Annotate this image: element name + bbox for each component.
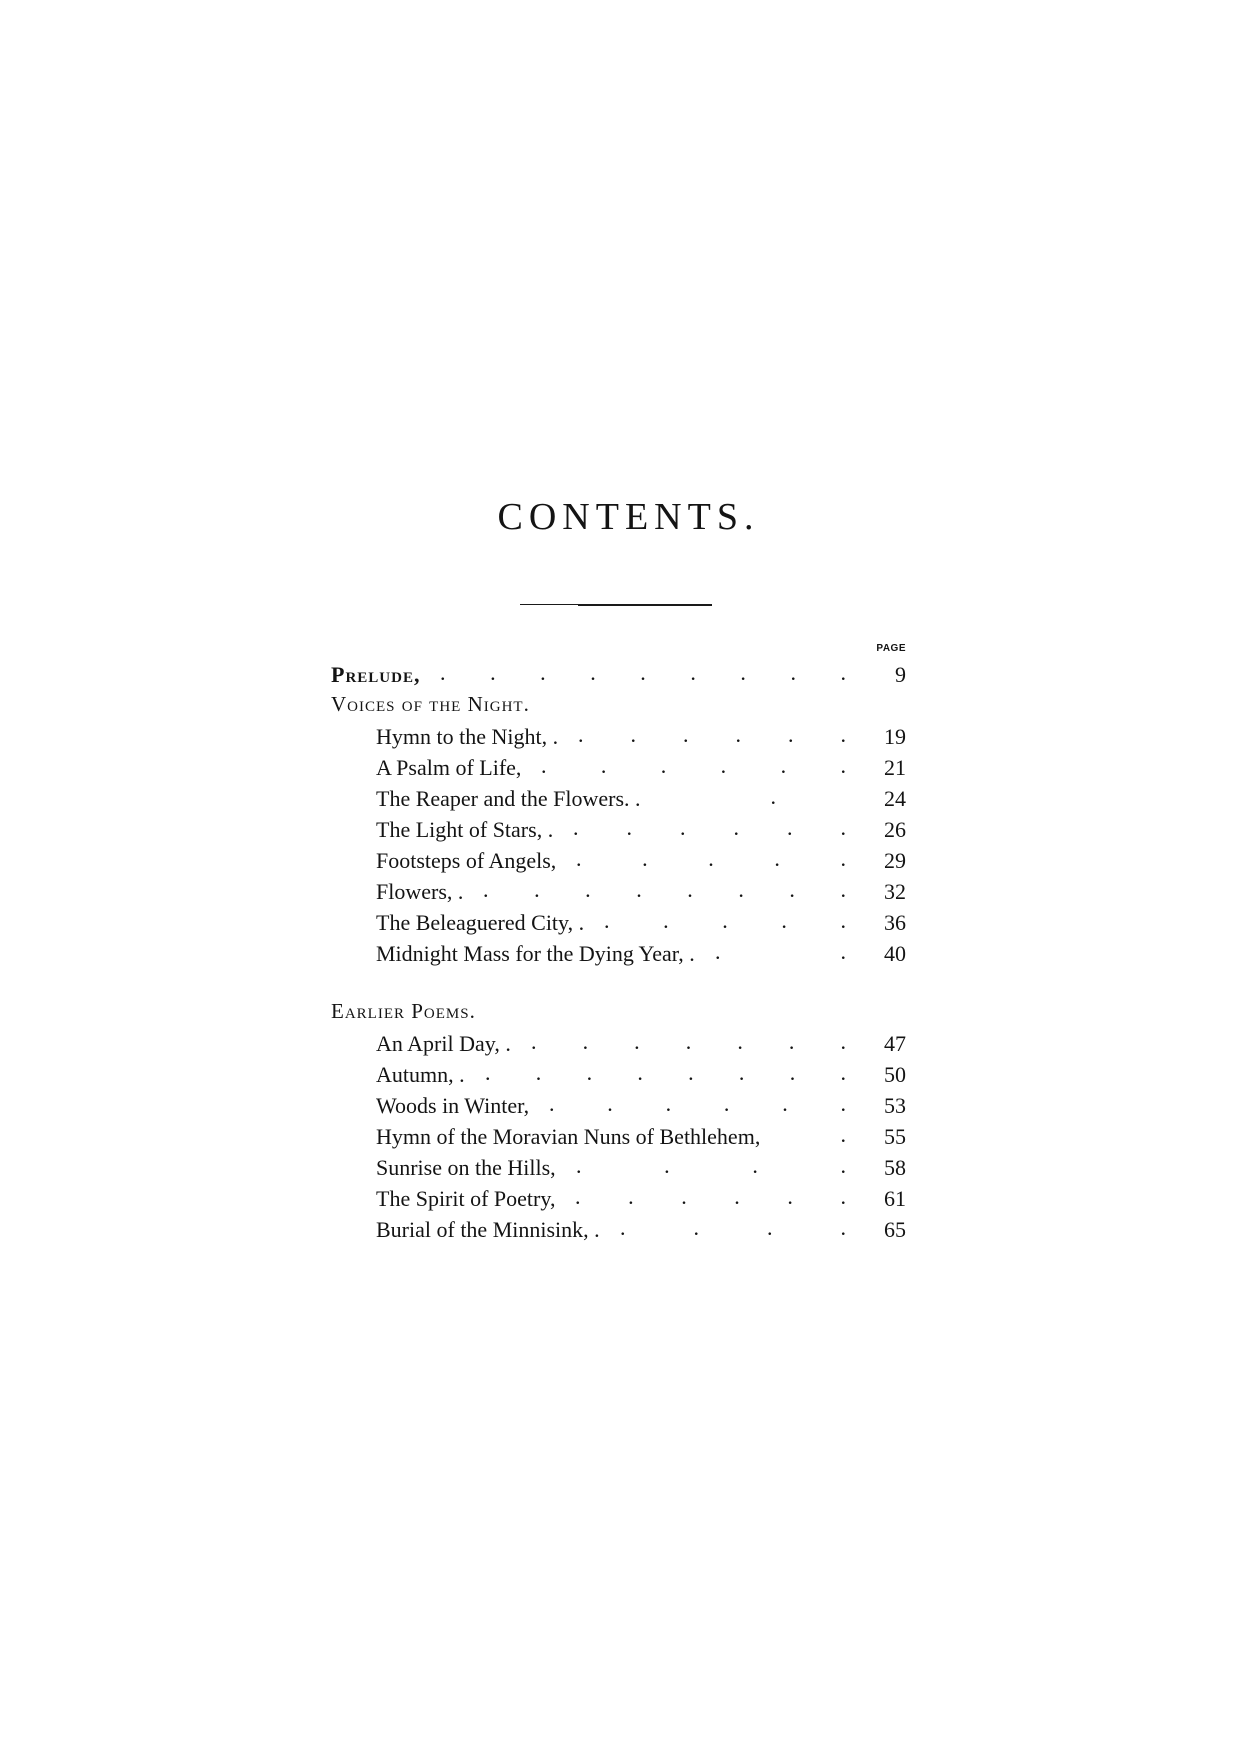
leader-dot: .	[840, 1029, 846, 1054]
toc-entry	[376, 845, 906, 876]
title-rule	[578, 604, 712, 606]
toc-entry-label: Autumn, .	[376, 1062, 465, 1087]
toc-leader-dots	[541, 750, 846, 781]
toc-entry-page: 53	[884, 1093, 906, 1118]
toc-entry	[376, 814, 906, 845]
leader-dot: .	[788, 722, 794, 747]
toc-entry	[376, 907, 906, 938]
leader-dot: .	[781, 908, 787, 933]
toc-entry-label: Flowers, .	[376, 879, 464, 904]
leader-dot: .	[840, 722, 846, 747]
leader-dot: .	[576, 1153, 582, 1178]
leader-dot: .	[681, 1184, 687, 1209]
leader-dot: .	[840, 939, 846, 964]
leader-dot: .	[490, 660, 496, 685]
toc-leader-dots	[661, 781, 776, 812]
leader-dot: .	[640, 660, 646, 685]
leader-dot: .	[774, 846, 780, 871]
section-heading-earlier: Earlier Poems.	[331, 999, 476, 1023]
toc-entry	[376, 752, 906, 783]
toc-entry	[376, 1059, 906, 1090]
toc-entry-page: 26	[884, 817, 906, 842]
leader-dot: .	[735, 722, 741, 747]
toc-entry	[376, 1152, 906, 1183]
leader-dot: .	[787, 815, 793, 840]
toc-entry	[376, 1028, 906, 1059]
leader-dot: .	[737, 1029, 743, 1054]
leader-dot: .	[782, 1091, 788, 1116]
leader-dot: .	[637, 1060, 643, 1085]
toc-entry-page: 47	[884, 1031, 906, 1056]
toc-entry-label: An April Day, .	[376, 1031, 511, 1056]
leader-dot: .	[664, 1153, 670, 1178]
toc-entry-label: Woods in Winter,	[376, 1093, 530, 1118]
leader-dot: .	[665, 1091, 672, 1116]
leader-dot: .	[840, 1184, 846, 1209]
leader-dot: .	[590, 660, 596, 685]
toc-leader-dots	[780, 1119, 846, 1150]
toc-leader-dots	[604, 905, 846, 936]
leader-dot: .	[663, 908, 669, 933]
leader-dot: .	[840, 908, 846, 933]
toc-leader-dots	[483, 874, 846, 905]
title-rule-thin	[520, 604, 580, 605]
page-column-label: PAGE	[876, 643, 906, 654]
toc-entry	[376, 721, 906, 752]
leader-dot: .	[683, 722, 689, 747]
leader-dot: .	[685, 1029, 692, 1054]
leader-dot: .	[687, 877, 693, 902]
toc-entry-page: 19	[884, 724, 906, 749]
toc-entry-page: 32	[884, 879, 906, 904]
leader-dot: .	[586, 1060, 593, 1085]
toc-entry-label: Midnight Mass for the Dying Year, .	[376, 941, 695, 966]
leader-dot: .	[620, 1215, 626, 1240]
toc-leader-dots	[531, 1026, 846, 1057]
toc-entry	[376, 1090, 906, 1121]
page-title: CONTENTS.	[497, 496, 760, 538]
leader-dot: .	[628, 1184, 634, 1209]
leader-dot: .	[840, 660, 846, 685]
leader-dot: .	[840, 1215, 846, 1240]
leader-dot: .	[630, 722, 636, 747]
toc-entry-page: 61	[884, 1186, 906, 1211]
leader-dot: .	[642, 846, 648, 871]
toc-entry-page: 65	[884, 1217, 906, 1242]
leader-dot: .	[600, 753, 607, 778]
toc-leader-dots	[576, 843, 846, 874]
leader-dot: .	[789, 1060, 796, 1085]
leader-dot: .	[690, 660, 696, 685]
leader-dot: .	[483, 877, 489, 902]
toc-entry	[376, 876, 906, 907]
leader-dot: .	[738, 877, 744, 902]
toc-entry	[376, 1121, 906, 1152]
toc-leader-dots	[715, 936, 846, 967]
toc-leader-dots	[578, 719, 846, 750]
leader-dot: .	[720, 753, 727, 778]
toc-entry-prelude	[331, 659, 906, 690]
leader-dot: .	[485, 1060, 491, 1085]
leader-dot: .	[578, 722, 584, 747]
leader-dot: .	[840, 877, 846, 902]
toc-entry-page: 58	[884, 1155, 906, 1180]
toc-entry-label: Hymn to the Night, .	[376, 724, 559, 749]
leader-dot: .	[541, 753, 547, 778]
leader-dot: .	[840, 753, 846, 778]
leader-dot: .	[585, 877, 591, 902]
toc-entry-page: 50	[884, 1062, 906, 1087]
leader-dot: .	[738, 1060, 745, 1085]
leader-dot: .	[840, 1060, 846, 1085]
toc-entry	[376, 938, 906, 969]
toc-entry-page: 21	[884, 755, 906, 780]
leader-dot: .	[576, 846, 582, 871]
leader-dot: .	[740, 660, 746, 685]
toc-entry-label: The Beleaguered City, .	[376, 910, 585, 935]
toc-entry-label: A Psalm of Life,	[376, 755, 522, 780]
toc-entry-label: Burial of the Minnisink, .	[376, 1217, 600, 1242]
leader-dot: .	[733, 815, 739, 840]
toc-entry	[376, 1183, 906, 1214]
toc-entry-label: Prelude,	[331, 662, 421, 687]
leader-dot: .	[575, 1184, 581, 1209]
toc-entry-page: 9	[895, 662, 906, 687]
leader-dot: .	[790, 660, 796, 685]
leader-dot: .	[715, 939, 721, 964]
leader-dot: .	[788, 1029, 795, 1054]
leader-dot: .	[549, 1091, 555, 1116]
toc-entry-label: Hymn of the Moravian Nuns of Bethlehem,	[376, 1124, 761, 1149]
leader-dot: .	[604, 908, 610, 933]
leader-dot: .	[840, 1091, 846, 1116]
toc-entry-page: 55	[884, 1124, 906, 1149]
leader-dot: .	[540, 660, 546, 685]
leader-dot: .	[660, 753, 667, 778]
leader-dot: .	[767, 1215, 773, 1240]
leader-dot: .	[534, 877, 540, 902]
toc-leader-dots	[485, 1057, 846, 1088]
leader-dot: .	[787, 1184, 793, 1209]
toc-entry-label: The Spirit of Poetry,	[376, 1186, 556, 1211]
leader-dot: .	[789, 877, 795, 902]
leader-dot: .	[636, 877, 642, 902]
toc-leader-dots	[575, 1181, 846, 1212]
toc-leader-dots	[576, 1150, 846, 1181]
leader-dot: .	[680, 815, 686, 840]
toc-entry-label: The Reaper and the Flowers. .	[376, 786, 641, 811]
leader-dot: .	[734, 1184, 740, 1209]
toc-entry-page: 24	[884, 786, 906, 811]
leader-dot: .	[840, 846, 846, 871]
leader-dot: .	[582, 1029, 589, 1054]
leader-dot: .	[573, 815, 579, 840]
toc-entry-page: 36	[884, 910, 906, 935]
leader-dot: .	[752, 1153, 758, 1178]
toc-leader-dots	[573, 812, 846, 843]
toc-entry	[376, 1214, 906, 1245]
section-heading-voices: Voices of the Night.	[331, 692, 530, 716]
toc-leader-dots	[440, 657, 846, 688]
leader-dot: .	[634, 1029, 640, 1054]
leader-dot: .	[607, 1091, 613, 1116]
leader-dot: .	[840, 1122, 846, 1147]
leader-dot: .	[780, 753, 787, 778]
toc-leader-dots	[549, 1088, 846, 1119]
toc-entry	[376, 783, 906, 814]
toc-leader-dots	[620, 1212, 846, 1243]
leader-dot: .	[531, 1029, 537, 1054]
leader-dot: .	[693, 1215, 699, 1240]
toc-entry-label: Sunrise on the Hills,	[376, 1155, 556, 1180]
toc-entry-label: Footsteps of Angels,	[376, 848, 557, 873]
leader-dot: .	[770, 784, 776, 809]
toc-entry-page: 40	[884, 941, 906, 966]
leader-dot: .	[535, 1060, 542, 1085]
toc-entry-label: The Light of Stars, .	[376, 817, 554, 842]
leader-dot: .	[688, 1060, 694, 1085]
toc-entry-page: 29	[884, 848, 906, 873]
leader-dot: .	[626, 815, 632, 840]
leader-dot: .	[708, 846, 714, 871]
leader-dot: .	[840, 815, 846, 840]
leader-dot: .	[840, 1153, 846, 1178]
leader-dot: .	[723, 1091, 730, 1116]
leader-dot: .	[440, 660, 446, 685]
leader-dot: .	[722, 908, 728, 933]
